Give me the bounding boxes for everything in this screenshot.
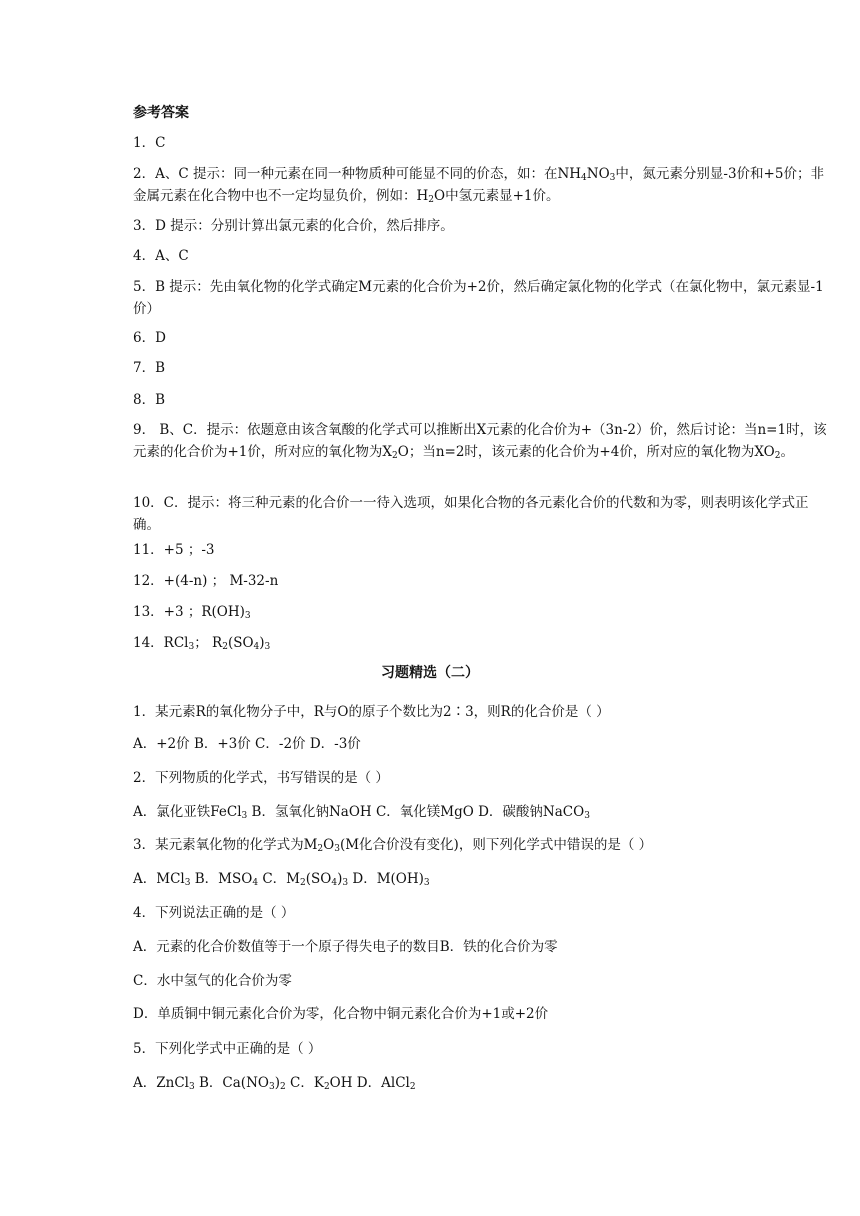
answer-8: 8．B xyxy=(133,392,166,408)
question-4-option-d: D．单质铜中铜元素化合价为零，化合物中铜元素化合价为+1或+2价 xyxy=(133,1006,549,1022)
answers-heading: 参考答案 xyxy=(133,105,189,121)
answer-11: 11．+5 ；-3 xyxy=(133,542,215,558)
answer-2: 2．A、C 提示：同一种元素在同一种物质种可能显不同的价态，如：在$NH_4NO_3$中，氮元素分别显-3价和+5价；非金属元素在化合物中也不一定均显负价，例如：$H_2O$中氢元素显+1价。 xyxy=(133,166,824,205)
answer-1: 1．C xyxy=(133,135,166,151)
answer-14: 14．RCl$_3$； $R_2(SO_4)_3$ xyxy=(133,635,271,652)
question-1-options: A．+2价 B．+3价 C．-2价 D．-3价 xyxy=(133,736,361,752)
exercise-heading: 习题精选（二） xyxy=(381,665,479,681)
answer-4: 4．A、C xyxy=(133,248,189,264)
answer-7: 7．B xyxy=(133,360,166,376)
question-5-options: A．ZnCl$_3$ B．$Ca(NO_3)_2$ C．$K_2OH$ D．AlCl$_2$ xyxy=(133,1075,416,1092)
question-3: 3．某元素氧化物的化学式为$M_2O_3(M$化合价没有变化)，则下列化学式中错误的是（ ） xyxy=(133,837,653,854)
answer-10: 10．C．提示：将三种元素的化合价一一待入选项，如果化合物的各元素化合价的代数和为零，则表明该化学式正确。 xyxy=(133,495,809,533)
question-4-option-ab: A．元素的化合价数值等于一个原子得失电子的数目B．铁的化合价为零 xyxy=(133,939,558,955)
answer-12: 12．+(4-n) ； M-32-n xyxy=(133,573,279,589)
answer-3: 3．D 提示：分别计算出氯元素的化合价，然后排序。 xyxy=(133,218,454,234)
question-2: 2．下列物质的化学式，书写错误的是（ ） xyxy=(133,770,389,786)
question-2-options: A．氯化亚铁FeCl$_3$ B．氢氧化钠NaOH C．氧化镁MgO D．碳酸钠NaCO$_3$ xyxy=(133,804,590,821)
question-1: 1．某元素R的氧化物分子中，R与O的原子个数比为2∶3，则R的化合价是（ ） xyxy=(133,704,610,720)
answer-5: 5．B 提示：先由氧化物的化学式确定M元素的化合价为+2价，然后确定氯化物的化学式（在氯化物中，氯元素显-1价） xyxy=(133,279,824,317)
question-4-option-c: C．水中氢气的化合价为零 xyxy=(133,973,292,989)
question-5: 5．下列化学式中正确的是（ ） xyxy=(133,1041,322,1057)
answer-13: 13．+3 ；$R(OH)_3$ xyxy=(133,604,251,621)
question-3-options: A．MCl$_3$ B．$MSO_4$ C．$M_2(SO_4)_3$ D．$M(OH)_3$ xyxy=(133,871,430,888)
question-4: 4．下列说法正确的是（ ） xyxy=(133,905,295,921)
answer-9: 9． B、C．提示：依题意由该含氧酸的化学式可以推断出X元素的化合价为+（3n-2）价，然后讨论：当n=1时，该元素的化合价为+1价，所对应的氧化物为$X_2O$；当n=2时，该元素的化合价为+4价，所对应的氧化物为$XO_2$。 xyxy=(133,422,827,461)
answer-6: 6．D xyxy=(133,330,166,346)
